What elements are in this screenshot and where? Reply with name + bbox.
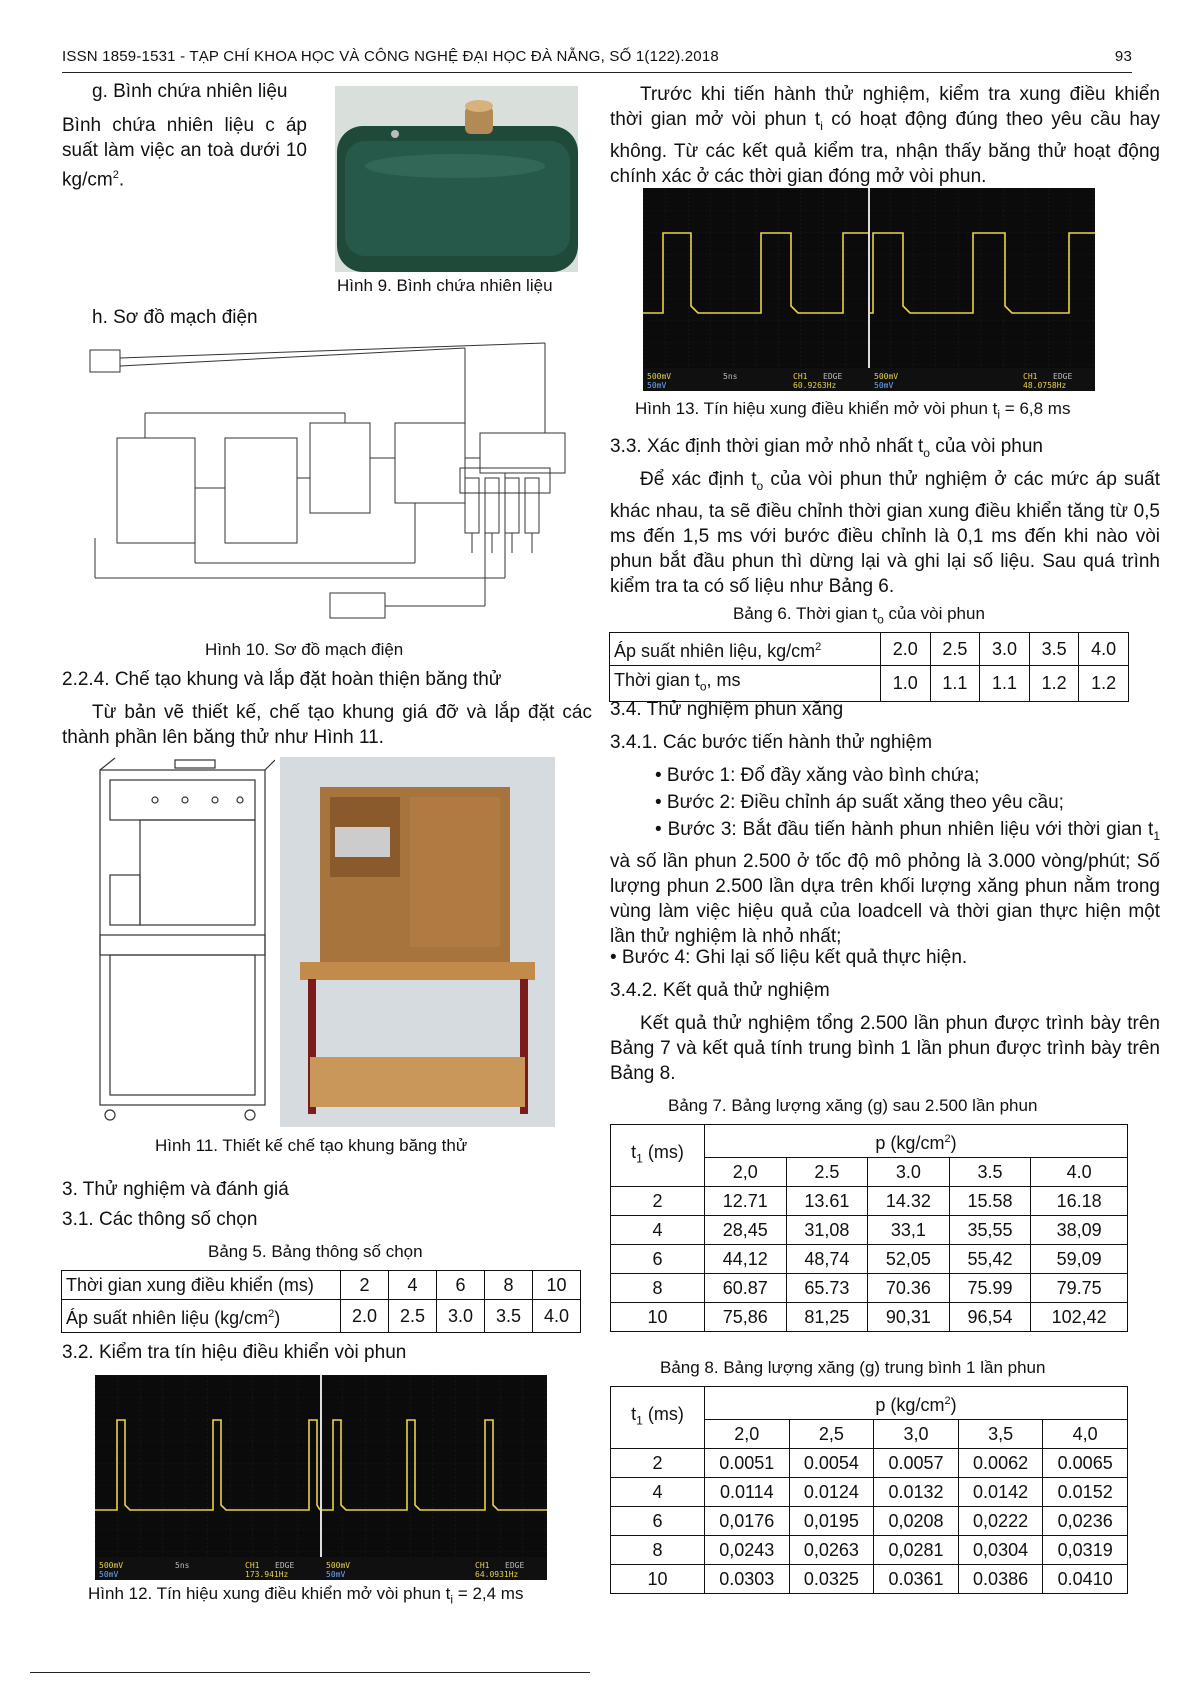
paragraph-g-text: Bình chứa nhiên liệu c áp suất làm việc an toà dưới 10 kg/cm xyxy=(62,115,307,191)
table6-cell: 1.2 xyxy=(1079,666,1129,702)
table8-cell: 0.0152 xyxy=(1043,1478,1128,1507)
table7-cell: 33,1 xyxy=(868,1216,950,1245)
table5-cell: 3.0 xyxy=(437,1300,485,1333)
table8 xyxy=(610,1386,1128,1594)
table6-cell: 4.0 xyxy=(1079,633,1129,666)
scope12-left-volts: 500mV xyxy=(99,1561,124,1570)
paragraph-g-sup: 2 xyxy=(112,169,119,181)
table6-cell: 2.5 xyxy=(930,633,980,666)
table7-cell: 96,54 xyxy=(949,1303,1031,1332)
table6-caption-end: của vòi phun xyxy=(883,604,985,623)
table8-row xyxy=(611,1478,1128,1507)
table7-cell: 13.61 xyxy=(786,1187,868,1216)
table6-caption xyxy=(733,603,985,630)
table8-cell: 0,0236 xyxy=(1043,1507,1128,1536)
table5-cell: 6 xyxy=(437,1271,485,1300)
table8-cell: 0,0208 xyxy=(874,1507,959,1536)
table7-cell: 75.99 xyxy=(949,1274,1031,1303)
step-4: • Bước 4: Ghi lại số liệu kết quả thực hiện. xyxy=(610,947,968,968)
table5-caption: Bảng 5. Bảng thông số chọn xyxy=(208,1242,423,1261)
table7-t: 4 xyxy=(611,1216,705,1245)
heading-3-3-text: 3.3. Xác định thời gian mở nhỏ nhất t xyxy=(610,436,924,457)
header-rule xyxy=(62,72,1132,73)
paragraph-3-3-sub: o xyxy=(756,478,764,493)
table7-cell: 38,09 xyxy=(1031,1216,1128,1245)
heading-h: h. Sơ đồ mạch điện xyxy=(92,307,258,328)
heading-2-2-4: 2.2.4. Chế tạo khung và lắp đặt hoàn thiện băng thử xyxy=(62,669,502,690)
table7-col: 3.0 xyxy=(868,1158,950,1187)
table5-cell: 4.0 xyxy=(533,1300,581,1333)
table7-cell: 14.32 xyxy=(868,1187,950,1216)
table6-label-text: Thời gian t xyxy=(614,670,700,690)
table7-col: 3.5 xyxy=(949,1158,1031,1187)
table7-p-header xyxy=(705,1125,1128,1158)
table8-cell: 0.0051 xyxy=(705,1449,790,1478)
step-3-sub: 1 xyxy=(1153,828,1160,843)
table8-cell: 0.0062 xyxy=(958,1449,1043,1478)
table7-cell: 81,25 xyxy=(786,1303,868,1332)
table7 xyxy=(610,1124,1128,1332)
scope13-sub2: 50mV xyxy=(874,381,894,390)
table7-p-end: ) xyxy=(950,1133,957,1153)
heading-3-4: 3.4. Thử nghiệm phun xăng xyxy=(610,699,844,720)
table6-caption-sub: o xyxy=(877,612,884,627)
table7-cell: 44,12 xyxy=(705,1245,787,1274)
table6-row xyxy=(610,666,1129,702)
table7-row xyxy=(611,1187,1128,1216)
fig13-caption xyxy=(635,398,1070,425)
table6-cell: 2.0 xyxy=(881,633,931,666)
fig12-caption-text: Hình 12. Tín hiệu xung điều khiển mở vòi phun t xyxy=(88,1584,451,1603)
table7-t-end: (ms) xyxy=(642,1142,684,1163)
scope13-sub1: 50mV xyxy=(647,381,667,390)
table8-col: 4,0 xyxy=(1043,1420,1128,1449)
heading-g: g. Bình chứa nhiên liệu xyxy=(92,81,288,102)
table5 xyxy=(61,1270,581,1333)
table8-t: 2 xyxy=(611,1449,705,1478)
table6-label-sup: 2 xyxy=(815,641,822,653)
table8-row xyxy=(611,1507,1128,1536)
table7-cell: 48,74 xyxy=(786,1245,868,1274)
scope12-right-ch: CH1 xyxy=(475,1561,490,1570)
scope13-left-ch: CH1 xyxy=(793,372,808,381)
table7-cell: 102,42 xyxy=(1031,1303,1128,1332)
table6-cell: 1.1 xyxy=(980,666,1030,702)
scope13-left-time: 5ns xyxy=(723,372,738,381)
scope13-left-freq: 60.9263Hz xyxy=(793,381,837,390)
table7-cell: 28,45 xyxy=(705,1216,787,1245)
frame-line-drawing xyxy=(85,755,275,1130)
scope-fig13 xyxy=(643,188,1095,391)
paragraph-intro-sub: i xyxy=(820,118,823,133)
circuit-diagram xyxy=(85,338,575,628)
table7-cell: 70.36 xyxy=(868,1274,950,1303)
table5-row xyxy=(62,1300,581,1333)
scope12-left-time: 5ns xyxy=(175,1561,190,1570)
scope13-left-edge: EDGE xyxy=(823,372,843,381)
table6-cell: 1.2 xyxy=(1029,666,1079,702)
scope12-sub2: 50mV xyxy=(326,1570,346,1579)
table8-cell: 0,0319 xyxy=(1043,1536,1128,1565)
table8-cell: 0.0410 xyxy=(1043,1565,1128,1594)
paragraph-2-2-4: Từ bản vẽ thiết kế, chế tạo khung giá đỡ và lắp đặt các thành phần lên băng thử như Hình 11. xyxy=(62,702,592,748)
table7-row xyxy=(611,1245,1128,1274)
table7-cell: 79.75 xyxy=(1031,1274,1128,1303)
heading-3-3 xyxy=(610,435,1043,465)
table8-row xyxy=(611,1565,1128,1594)
fig9-caption: Hình 9. Bình chứa nhiên liệu xyxy=(337,276,553,295)
scope12-left-freq: 173.941Hz xyxy=(245,1570,289,1579)
table6-cell: 3.5 xyxy=(1029,633,1079,666)
scope12-sub1: 50mV xyxy=(99,1570,119,1579)
scope13-right-freq: 48.0758Hz xyxy=(1023,381,1067,390)
table8-caption: Bảng 8. Bảng lượng xăng (g) trung bình 1 lần phun xyxy=(660,1358,1046,1377)
table7-row xyxy=(611,1303,1128,1332)
table8-cell: 0.0065 xyxy=(1043,1449,1128,1478)
table8-cell: 0.0386 xyxy=(958,1565,1043,1594)
table6-cell: 1.0 xyxy=(881,666,931,702)
paragraph-intro-text2: có hoạt động đúng theo yêu cầu hay không. Từ các kết quả kiểm tra, nhận thấy băng thử hoạt động chính xác ở các thời gian đóng mở vòi phun. xyxy=(610,109,1160,187)
fig13-caption-text: Hình 13. Tín hiệu xung điều khiển mở vòi phun t xyxy=(635,399,998,418)
scope13-left-volts: 500mV xyxy=(647,372,672,381)
paragraph-g xyxy=(62,113,307,192)
table6-label-sub: o xyxy=(699,679,707,694)
table7-t-label: t xyxy=(631,1142,637,1163)
scope12-left-ch: CH1 xyxy=(245,1561,260,1570)
circuit-schematic xyxy=(85,338,575,628)
table7-cell: 55,42 xyxy=(949,1245,1031,1274)
table8-cell: 0,0304 xyxy=(958,1536,1043,1565)
table7-cell: 60.87 xyxy=(705,1274,787,1303)
table7-cell: 15.58 xyxy=(949,1187,1031,1216)
test-bench-photo-drawing xyxy=(280,757,555,1127)
table8-p-header xyxy=(705,1387,1128,1420)
table5-label-end: ) xyxy=(274,1308,281,1328)
step-3-text: • Bước 3: Bắt đầu tiến hành phun nhiên liệu với thời gian t xyxy=(655,819,1154,840)
table7-cell: 65.73 xyxy=(786,1274,868,1303)
journal-title: ISSN 1859-1531 - TẠP CHÍ KHOA HỌC VÀ CÔNG NGHỆ ĐẠI HỌC ĐÀ NẴNG, SỐ 1(122).2018 xyxy=(62,48,719,65)
table6-label xyxy=(610,666,881,702)
table5-cell: 4 xyxy=(389,1271,437,1300)
fuel-tank-photo xyxy=(335,86,578,272)
table7-col: 4.0 xyxy=(1031,1158,1128,1187)
table8-t: 8 xyxy=(611,1536,705,1565)
scope12-right-edge: EDGE xyxy=(505,1561,525,1570)
table8-t-header xyxy=(611,1387,705,1449)
table8-t-label: t xyxy=(631,1404,637,1425)
table8-t-sub: 1 xyxy=(636,1413,643,1428)
table8-t: 10 xyxy=(611,1565,705,1594)
table5-label: Thời gian xung điều khiển (ms) xyxy=(62,1271,341,1300)
scope13-right-volts: 500mV xyxy=(874,372,899,381)
table7-cell: 75,86 xyxy=(705,1303,787,1332)
scope13-right-ch: CH1 xyxy=(1023,372,1038,381)
fig12-caption-sub: i xyxy=(450,1592,454,1607)
table8-cell: 0,0243 xyxy=(705,1536,790,1565)
paragraph-3-4-2: Kết quả thử nghiệm tổng 2.500 lần phun được trình bày trên Bảng 7 và kết quả tính trung bình 1 lần phun được trình bày trên Bảng 8. xyxy=(610,1013,1160,1084)
fig13-caption-end: = 6,8 ms xyxy=(1000,399,1071,418)
table8-t: 6 xyxy=(611,1507,705,1536)
table7-p-sup: 2 xyxy=(944,1133,951,1145)
scope-fig12-trace xyxy=(95,1375,547,1580)
table7-cell: 52,05 xyxy=(868,1245,950,1274)
table8-cell: 0.0124 xyxy=(789,1478,874,1507)
table7-cell: 12.71 xyxy=(705,1187,787,1216)
table7-p-label: p (kg/cm xyxy=(875,1133,945,1153)
table5-cell: 2.0 xyxy=(341,1300,389,1333)
table7-t: 2 xyxy=(611,1187,705,1216)
table8-cell: 0,0222 xyxy=(958,1507,1043,1536)
table7-t: 10 xyxy=(611,1303,705,1332)
table7-cell: 35,55 xyxy=(949,1216,1031,1245)
table7-cell: 31,08 xyxy=(786,1216,868,1245)
table5-label xyxy=(62,1300,341,1333)
paragraph-intro xyxy=(610,82,1160,189)
frame-design-drawing xyxy=(85,755,275,1130)
table5-label-sup: 2 xyxy=(268,1308,275,1320)
table5-cell: 3.5 xyxy=(485,1300,533,1333)
table5-cell: 8 xyxy=(485,1271,533,1300)
page-number: 93 xyxy=(1114,48,1132,65)
step-2: • Bước 2: Điều chỉnh áp suất xăng theo yêu cầu; xyxy=(655,792,1064,813)
table8-cell: 0.0361 xyxy=(874,1565,959,1594)
table7-cell: 59,09 xyxy=(1031,1245,1128,1274)
table8-row xyxy=(611,1449,1128,1478)
heading-3-4-1: 3.4.1. Các bước tiến hành thử nghiệm xyxy=(610,732,933,753)
scope-fig12 xyxy=(95,1375,547,1580)
table8-cell: 0.0114 xyxy=(705,1478,790,1507)
fig12-caption xyxy=(88,1583,523,1610)
paragraph-intro-text: Trước khi tiến hành thử nghiệm, kiểm tra xung điều khiển thời gian mở vòi phun t xyxy=(610,84,1160,130)
table7-head-row xyxy=(611,1125,1128,1158)
table8-t-end: (ms) xyxy=(642,1404,684,1425)
table7-caption: Bảng 7. Bảng lượng xăng (g) sau 2.500 lần phun xyxy=(668,1096,1038,1115)
step-3 xyxy=(610,817,1160,949)
table6-label-end: , ms xyxy=(706,670,741,690)
table8-cell: 0.0142 xyxy=(958,1478,1043,1507)
table8-p-label: p (kg/cm xyxy=(875,1395,945,1415)
table8-row xyxy=(611,1536,1128,1565)
table6-row xyxy=(610,633,1129,666)
table8-cell: 0.0057 xyxy=(874,1449,959,1478)
heading-3-3-end: của vòi phun xyxy=(929,436,1043,457)
table5-cell: 10 xyxy=(533,1271,581,1300)
heading-3: 3. Thử nghiệm và đánh giá xyxy=(62,1179,289,1200)
table6-cell: 1.1 xyxy=(930,666,980,702)
scope-fig13-trace xyxy=(643,188,1095,391)
table8-p-end: ) xyxy=(950,1395,957,1415)
table7-row xyxy=(611,1274,1128,1303)
fig11-caption: Hình 11. Thiết kế chế tạo khung băng thử xyxy=(155,1136,468,1155)
table8-cell: 0.0132 xyxy=(874,1478,959,1507)
table7-col: 2.5 xyxy=(786,1158,868,1187)
table6-cell: 3.0 xyxy=(980,633,1030,666)
table6-caption-text: Bảng 6. Thời gian t xyxy=(733,604,878,623)
table8-cell: 0.0325 xyxy=(789,1565,874,1594)
step-1: • Bước 1: Đổ đầy xăng vào bình chứa; xyxy=(655,765,980,786)
fig12-caption-end: = 2,4 ms xyxy=(453,1584,524,1603)
paragraph-3-3 xyxy=(610,467,1160,599)
table7-t: 8 xyxy=(611,1274,705,1303)
table8-col: 2,0 xyxy=(705,1420,790,1449)
table7-t: 6 xyxy=(611,1245,705,1274)
table8-col: 2,5 xyxy=(789,1420,874,1449)
scope12-left-edge: EDGE xyxy=(275,1561,295,1570)
table8-cell: 0.0303 xyxy=(705,1565,790,1594)
table7-t-header xyxy=(611,1125,705,1187)
heading-3-1: 3.1. Các thông số chọn xyxy=(62,1209,258,1230)
table6-label-text: Áp suất nhiên liệu, kg/cm xyxy=(614,641,816,661)
heading-3-4-2: 3.4.2. Kết quả thử nghiệm xyxy=(610,980,830,1001)
table8-head-row xyxy=(611,1387,1128,1420)
table8-col: 3,0 xyxy=(874,1420,959,1449)
table7-cell: 90,31 xyxy=(868,1303,950,1332)
table8-cell: 0,0176 xyxy=(705,1507,790,1536)
scope13-right-edge: EDGE xyxy=(1053,372,1073,381)
table8-cell: 0,0281 xyxy=(874,1536,959,1565)
table8-cell: 0.0054 xyxy=(789,1449,874,1478)
fig13-caption-sub: i xyxy=(997,407,1001,422)
paragraph-g-end: . xyxy=(118,169,125,191)
running-header xyxy=(62,48,1132,65)
table7-row xyxy=(611,1216,1128,1245)
table8-col: 3,5 xyxy=(958,1420,1043,1449)
scope12-right-volts: 500mV xyxy=(326,1561,351,1570)
heading-3-2: 3.2. Kiểm tra tín hiệu điều khiển vòi phun xyxy=(62,1342,407,1363)
table5-row xyxy=(62,1271,581,1300)
paragraph-3-3-text2: của vòi phun thử nghiệm ở các mức áp suất khác nhau, ta sẽ điều chỉnh thời gian xung điều khiển tăng từ 0,5 ms đến 1,5 ms với bước điều chỉnh là 0,1 ms đến khi nào vòi phun bắt đầu phun thì dừng lại và ghi lại số liệu. Sau quá trình kiểm tra ta có số liệu như Bảng 6. xyxy=(610,469,1160,597)
table8-p-sup: 2 xyxy=(944,1395,951,1407)
table6 xyxy=(609,632,1129,702)
table5-cell: 2 xyxy=(341,1271,389,1300)
fuel-tank-drawing xyxy=(335,86,578,272)
paragraph-3-3-text: Để xác định t xyxy=(640,469,757,490)
table7-t-sub: 1 xyxy=(636,1151,643,1166)
test-bench-photo xyxy=(280,757,555,1127)
table7-cell: 16.18 xyxy=(1031,1187,1128,1216)
heading-3-3-sub: o xyxy=(923,445,930,460)
step-3-text2: và số lần phun 2.500 ở tốc độ mô phỏng là 3.000 vòng/phút; Số lượng phun 2.500 lần dựa trên khối lượng xăng phun nằm trong vùng làm việc hiệu quả của loadcell và thời gian thực hiện một lần thử nghiệm là nhỏ nhất; xyxy=(610,850,1160,947)
table6-label xyxy=(610,633,881,666)
table5-cell: 2.5 xyxy=(389,1300,437,1333)
footnote-rule xyxy=(30,1672,590,1673)
scope12-right-freq: 64.0931Hz xyxy=(475,1570,519,1579)
table8-t: 4 xyxy=(611,1478,705,1507)
table8-cell: 0,0195 xyxy=(789,1507,874,1536)
table8-cell: 0,0263 xyxy=(789,1536,874,1565)
table7-col: 2,0 xyxy=(705,1158,787,1187)
fig10-caption: Hình 10. Sơ đồ mạch điện xyxy=(205,640,404,659)
table5-label-text: Áp suất nhiên liệu (kg/cm xyxy=(66,1308,269,1328)
